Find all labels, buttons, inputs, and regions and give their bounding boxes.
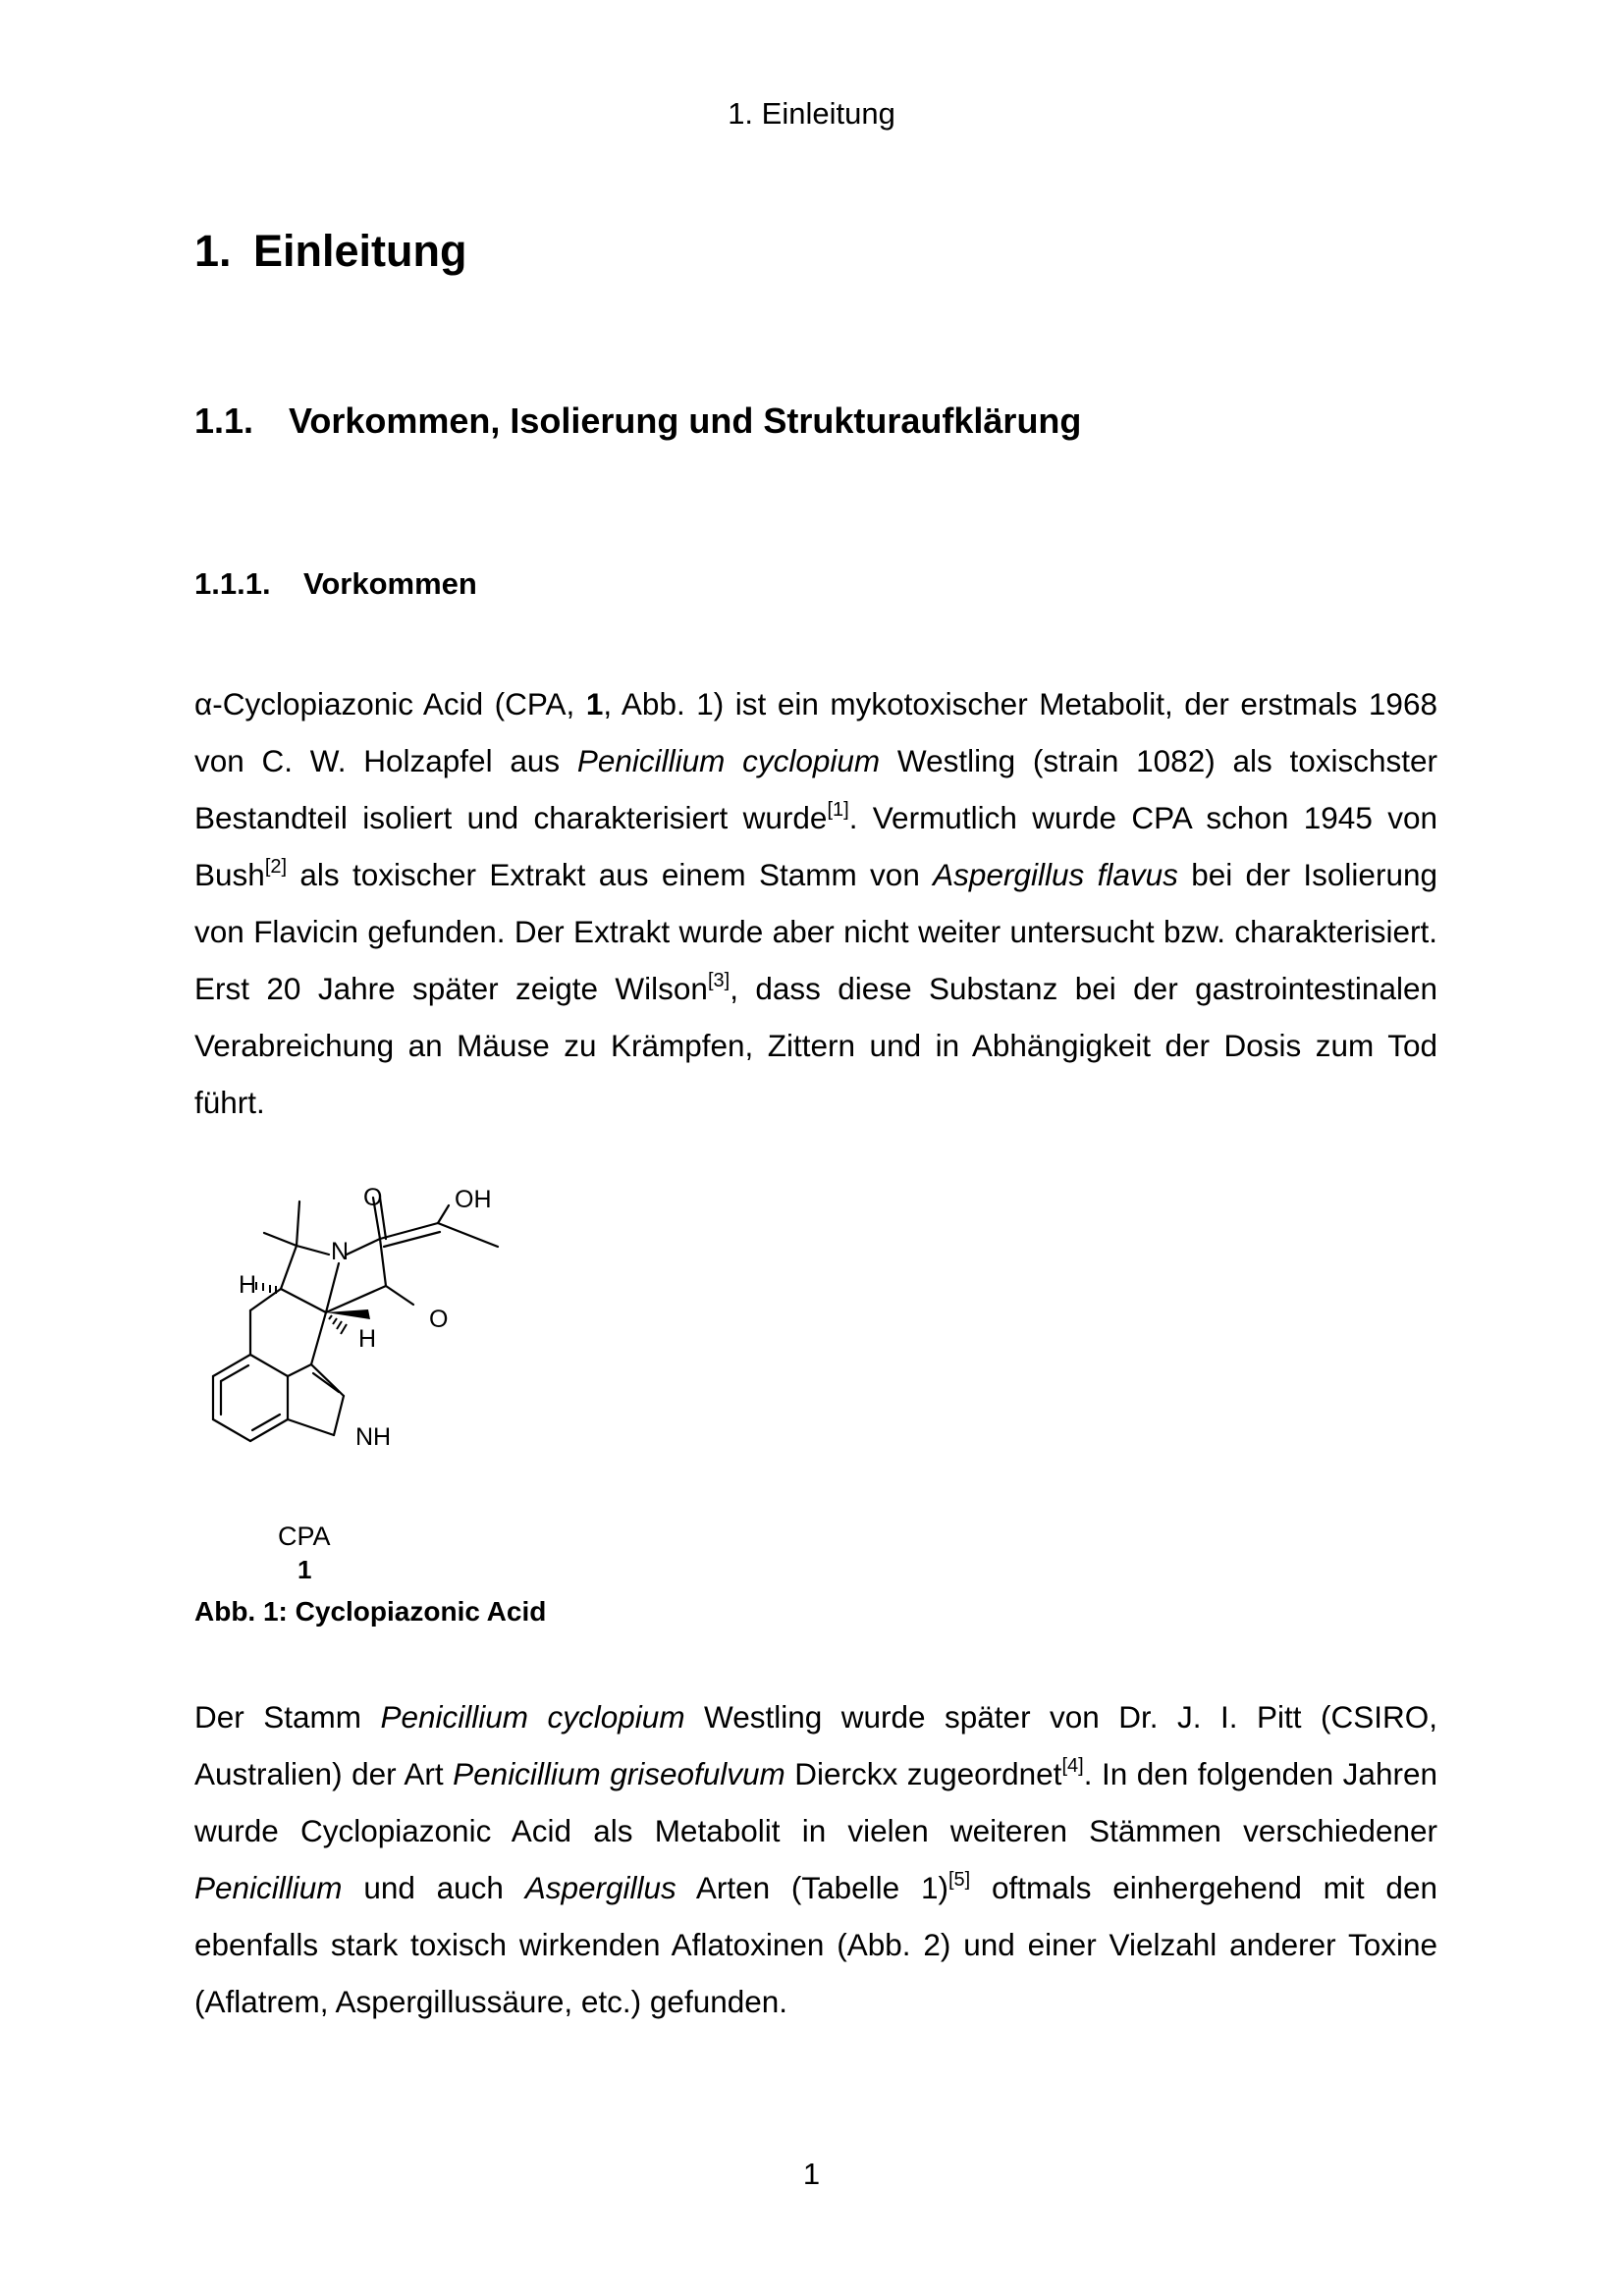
section-heading xyxy=(194,400,1081,442)
running-header: 1. Einleitung xyxy=(728,96,895,131)
subsection-heading xyxy=(194,566,477,602)
atom-label-o-top: O xyxy=(363,1184,383,1211)
chapter-number: 1. xyxy=(194,226,232,276)
citation-5: [5] xyxy=(947,1869,971,1891)
cpa-structure-drawing xyxy=(191,1186,525,1582)
citation-4: [4] xyxy=(1061,1755,1084,1777)
atom-label-n: N xyxy=(331,1238,350,1265)
citation-3: [3] xyxy=(707,970,730,991)
atom-label-nh: NH xyxy=(355,1423,392,1451)
subsection-title: Vorkommen xyxy=(303,566,477,601)
citation-1: [1] xyxy=(827,799,849,821)
compound-number: 1 xyxy=(298,1555,312,1584)
chapter-heading xyxy=(194,226,467,277)
compound-label: CPA xyxy=(278,1522,331,1551)
cpa-structure-figure xyxy=(191,1184,525,1582)
page-number: 1 xyxy=(802,2157,821,2191)
subsection-number: 1.1.1. xyxy=(194,566,271,601)
section-title: Vorkommen, Isolierung und Strukturaufklärung xyxy=(289,400,1082,441)
atom-label-oh: OH xyxy=(455,1186,492,1213)
citation-2: [2] xyxy=(264,856,288,878)
atom-label-o-ring: O xyxy=(429,1306,449,1333)
atom-label-h-right: H xyxy=(358,1325,377,1353)
chapter-title: Einleitung xyxy=(253,226,467,276)
paragraph-occurrence: α-Cyclopiazonic Acid (CPA, 1, Abb. 1) ist ein mykotoxischer Metabolit, der erstmals 1968 von C. W. Holzapfel aus Penicillium cyclopium Westling (strain 1082) als toxischster Bestandteil isoliert und charakterisiert wurde[1]. Vermutlich wurde CPA schon 1945 von Bush[2] als toxischer Extrakt aus einem Stamm von Aspergillus flavus bei der Isolierung von Flavicin gefunden. Der Extrakt wurde aber nicht weiter untersucht bzw. charakterisiert. Erst 20 Jahre später zeigte Wilson[3], dass diese Substanz bei der gastrointestinalen Verabreichung an Mäuse zu Krämpfen, Zittern und in Abhängigkeit der Dosis zum Tod führt. xyxy=(194,686,1438,1120)
atom-label-h-left: H xyxy=(239,1271,257,1299)
figure-caption: Abb. 1: Cyclopiazonic Acid xyxy=(194,1596,547,1627)
section-number: 1.1. xyxy=(194,400,254,441)
paragraph-classification: Der Stamm Penicillium cyclopium Westling wurde später von Dr. J. I. Pitt (CSIRO, Australien) der Art Penicillium griseofulvum Dierckx zugeordnet[4]. In den folgenden Jahren wurde Cyclopiazonic Acid als Metabolit in vielen weiteren Stämmen verschiedener Penicillium und auch Aspergillus Arten (Tabelle 1)[5] oftmals einhergehend mit den ebenfalls stark toxisch wirkenden Aflatoxinen (Abb. 2) und einer Vielzahl anderer Toxine (Aflatrem, Aspergillussäure, etc.) gefunden. xyxy=(194,1699,1438,2019)
